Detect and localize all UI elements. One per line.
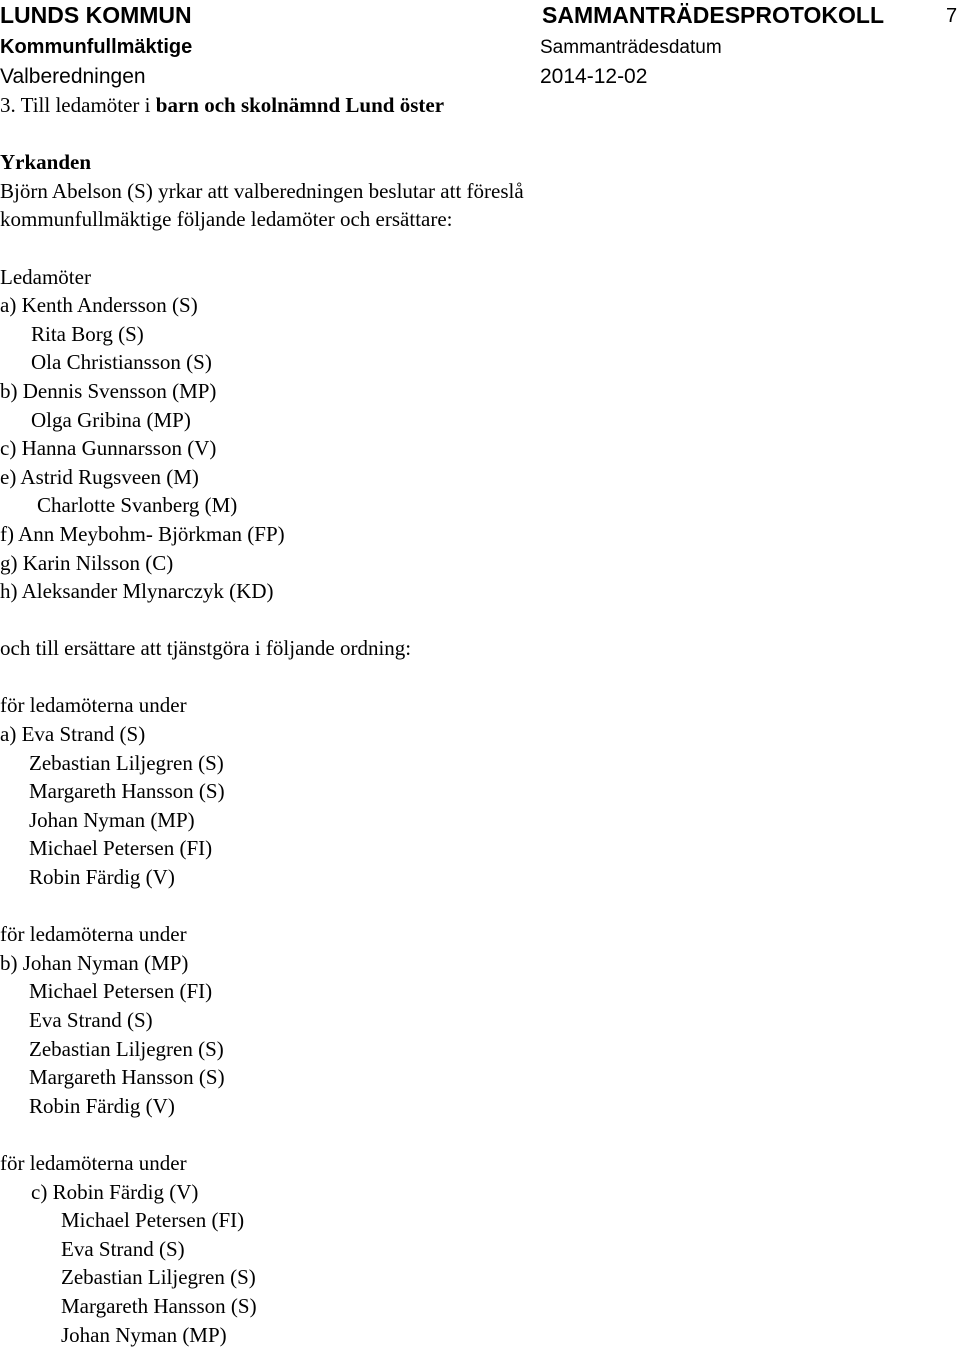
ersattare-group-heading: för ledamöterna under [0, 1150, 187, 1175]
meeting-date: 2014-12-02 [540, 65, 648, 88]
ledamoter-heading: Ledamöter [0, 264, 91, 289]
ledamot-item: Olga Gribina (MP) [31, 407, 191, 432]
page-number: 7 [946, 5, 958, 27]
yrkanden-text-line: Björn Abelson (S) yrkar att valberedningen beslutar att föreslå [0, 178, 524, 203]
protocol-body [0, 91, 960, 1349]
ledamot-item: b) Dennis Svensson (MP) [0, 378, 217, 403]
ersattare-group-heading: för ledamöterna under [0, 693, 187, 718]
ersattare-item: Zebastian Liljegren (S) [29, 750, 224, 775]
ersattare-item: Eva Strand (S) [29, 1008, 153, 1032]
section-title-subject: barn och skolnämnd Lund öster [155, 93, 445, 117]
ersattare-item: Robin Färdig (V) [29, 1093, 175, 1118]
ledamot-item: Ola Christiansson (S) [31, 350, 212, 375]
ersattare-item: Michael Petersen (FI) [29, 836, 213, 861]
ledamot-item: a) Kenth Andersson (S) [0, 293, 198, 318]
ersattare-intro: och till ersättare att tjänstgöra i följande ordning: [0, 636, 412, 661]
ersattare-group-heading: för ledamöterna under [0, 922, 187, 947]
organization-name: LUNDS KOMMUN [0, 2, 192, 28]
ersattare-item: Johan Nyman (MP) [61, 1322, 227, 1347]
ersattare-item: Eva Strand (S) [61, 1236, 185, 1261]
document-type: SAMMANTRÄDESPROTOKOLL [542, 2, 885, 28]
ersattare-item: Margareth Hansson (S) [61, 1293, 257, 1318]
section-number: 3. [0, 93, 16, 117]
ledamot-item: c) Hanna Gunnarsson (V) [0, 436, 217, 461]
ersattare-item: Michael Petersen (FI) [61, 1208, 245, 1233]
meeting-date-label: Sammanträdesdatum [540, 37, 722, 58]
ersattare-item: Robin Färdig (V) [29, 865, 175, 890]
ersattare-item: a) Eva Strand (S) [0, 722, 146, 747]
ledamot-item: Rita Borg (S) [31, 321, 144, 346]
committee-name: Valberedningen [0, 65, 146, 88]
ersattare-item: Michael Petersen (FI) [29, 979, 213, 1004]
section-title-prefix: Till ledamöter i [20, 93, 151, 117]
board-name: Kommunfullmäktige [0, 36, 193, 58]
ledamot-item: e) Astrid Rugsveen (M) [0, 464, 199, 489]
ersattare-item: Margareth Hansson (S) [29, 1065, 225, 1090]
yrkanden-text-line: kommunfullmäktige följande ledamöter och ersättare: [0, 207, 453, 232]
yrkanden-heading: Yrkanden [0, 150, 92, 175]
ledamot-item: h) Aleksander Mlynarczyk (KD) [0, 579, 274, 604]
ersattare-item: c) Robin Färdig (V) [31, 1179, 199, 1204]
ersattare-item: b) Johan Nyman (MP) [0, 950, 189, 975]
ersattare-item: Zebastian Liljegren (S) [61, 1265, 256, 1290]
section-title [0, 91, 960, 120]
ledamot-item: g) Karin Nilsson (C) [0, 550, 174, 575]
ledamot-item: f) Ann Meybohm- Björkman (FP) [0, 521, 285, 546]
ledamot-item: Charlotte Svanberg (M) [37, 493, 238, 518]
ersattare-item: Margareth Hansson (S) [29, 779, 225, 804]
ersattare-item: Zebastian Liljegren (S) [29, 1036, 224, 1061]
ersattare-item: Johan Nyman (MP) [29, 807, 195, 832]
